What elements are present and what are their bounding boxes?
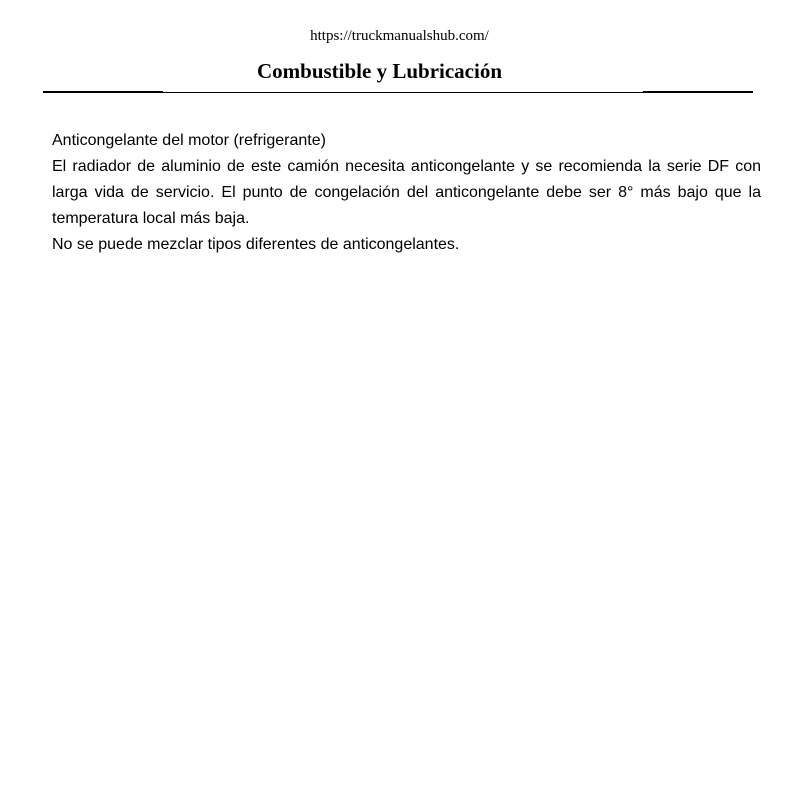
mixing-warning-paragraph: No se puede mezclar tipos diferentes de anticongelantes.: [52, 236, 460, 253]
header-rule-middle: [163, 92, 643, 93]
source-url: https://truckmanualshub.com/: [310, 28, 489, 44]
document-body: [52, 128, 761, 258]
header-rule-right: [643, 91, 753, 93]
section-heading: Anticongelante del motor (refrigerante): [52, 132, 326, 149]
page-title: Combustible y Lubricación: [256, 59, 503, 83]
antifreeze-paragraph: El radiador de aluminio de este camión necesita anticongelante y se recomienda la serie DF con larga vida de servicio. El punto de congelación del anticongelante debe ser 8° más bajo que la temperatura local más baja.: [52, 158, 761, 227]
header-rule-left: [43, 91, 163, 93]
